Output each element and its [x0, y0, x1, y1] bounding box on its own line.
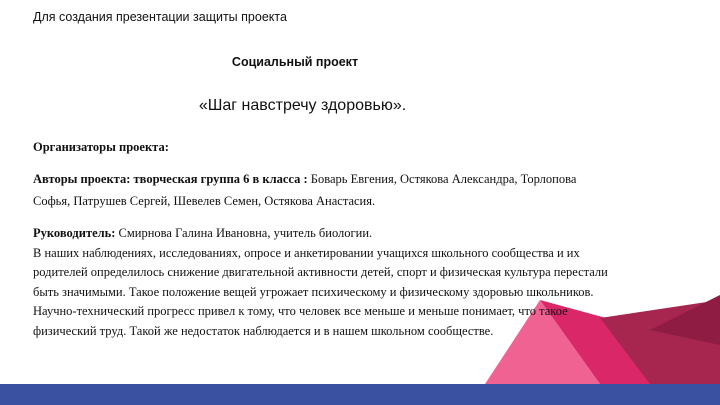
body-line: родителей определилось снижение двигательной активности детей, спорт и физическая культура перестали	[33, 265, 608, 280]
body-line: Научно-технический прогресс привел к тому, что человек все меньше и меньше понимает, что такое	[33, 304, 568, 319]
organizers-label: Организаторы проекта:	[33, 140, 169, 154]
leader-label: Руководитель:	[33, 226, 116, 240]
body-line: физический труд. Такой же недостаток наблюдается и в нашем школьном сообществе.	[33, 323, 494, 338]
authors-line-1	[33, 168, 693, 190]
authors-label: Авторы проекта: творческая группа 6 в класса :	[33, 172, 308, 186]
description-block	[33, 224, 698, 342]
authors-names-1: Боварь Евгения, Остякова Александра, Торлопова	[307, 172, 577, 186]
project-type-heading: Социальный проект	[231, 55, 359, 69]
leader-text: Смирнова Галина Ивановна, учитель биологии.	[115, 226, 373, 240]
body-line: В наших наблюдениях, исследованиях, опросе и анкетировании учащихся школьного сообщества и их	[33, 245, 580, 260]
project-title: «Шаг навстречу здоровью».	[198, 97, 407, 114]
top-note: Для создания презентации защиты проекта	[33, 10, 287, 24]
body-line: быть значимыми. Такое положение вещей угрожает психическому и физическому здоровью школьников.	[33, 284, 594, 299]
leader-line	[33, 224, 698, 244]
bottom-bar	[0, 384, 720, 405]
authors-line-2: Софья, Патрушев Сергей, Шевелев Семен, Остякова Анастасия.	[33, 194, 376, 208]
authors-block	[33, 168, 693, 212]
